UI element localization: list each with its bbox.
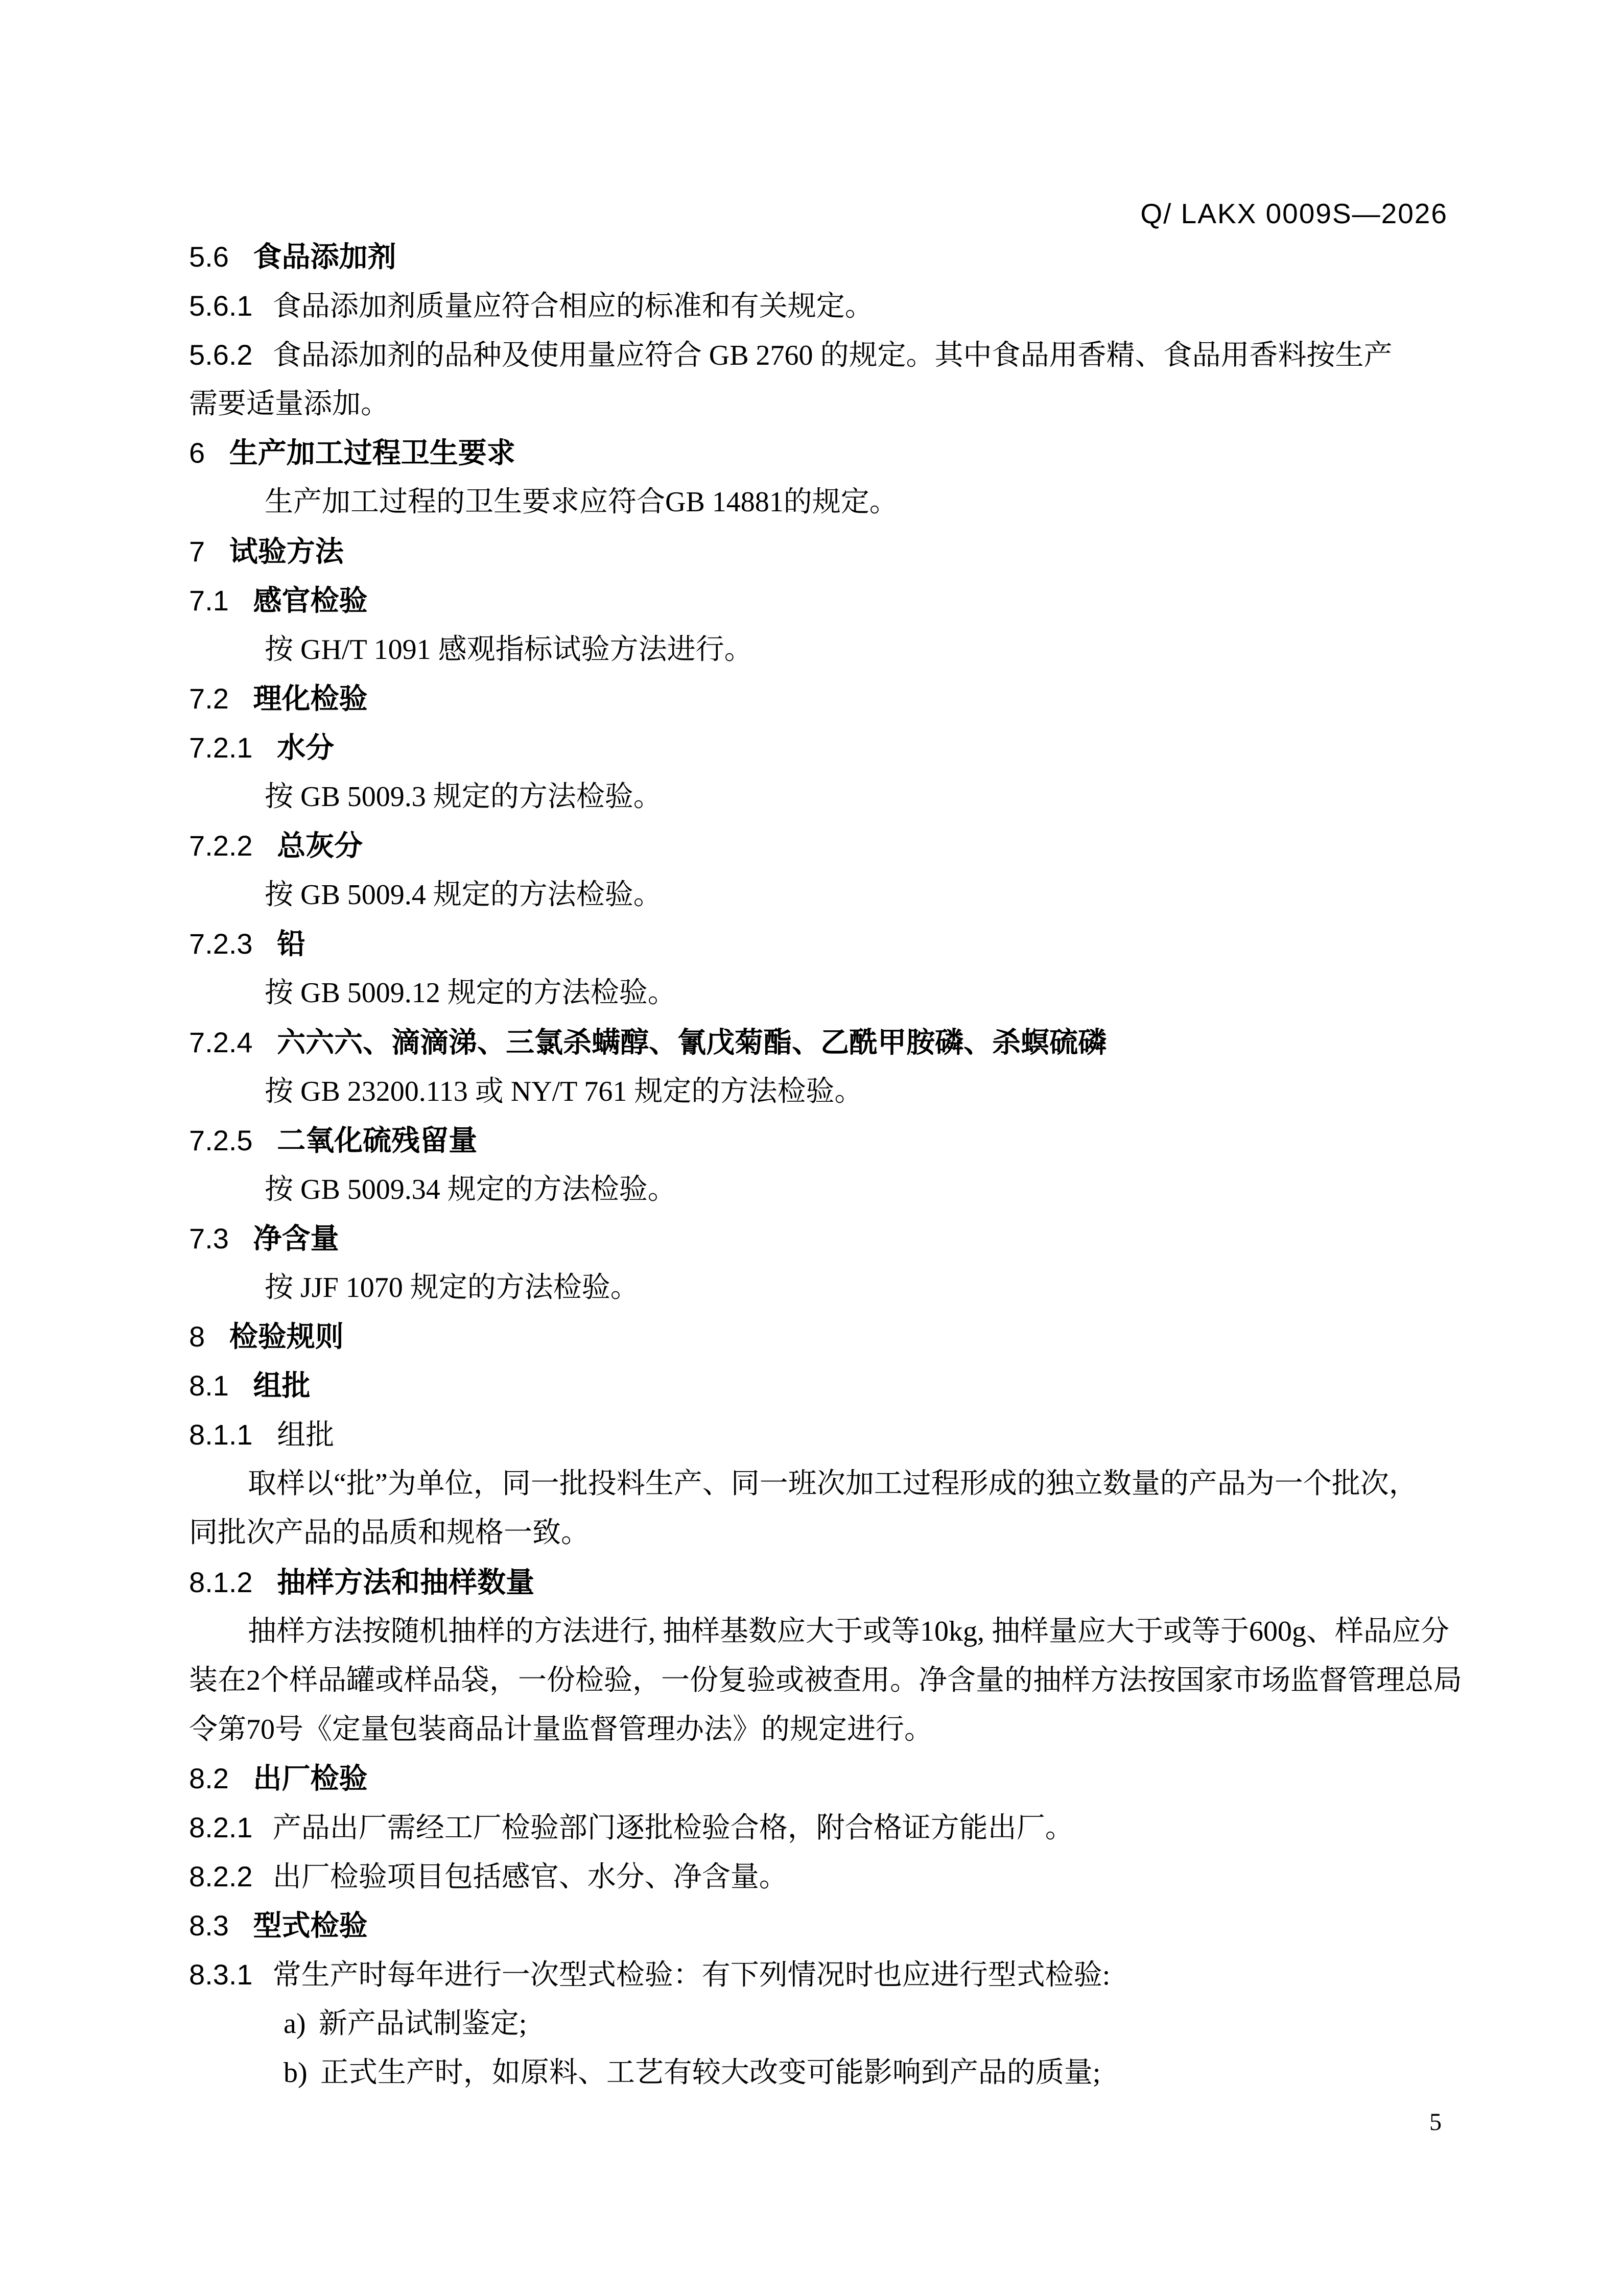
clause-8-3-1 [189,1950,1448,1999]
clause-number: 5.6.1 [189,290,253,322]
heading-7-2-5 [189,1116,1448,1165]
heading-7-2 [189,674,1448,723]
heading-number: 6 [189,437,205,469]
heading-title: 二氧化硫残留量 [277,1124,478,1156]
heading-number: 8.1 [189,1369,229,1402]
heading-7-2-4 [189,1018,1448,1067]
heading-title: 水分 [277,731,335,764]
paragraph-line: 令第70号《定量包装商品计量监督管理办法》的规定进行。 [189,1713,933,1745]
page-number: 5 [1429,2108,1442,2136]
heading-number: 7.3 [189,1222,229,1255]
paragraph-line: 抽样方法按随机抽样的方法进行, 抽样基数应大于或等10kg, 抽样量应大于或等于600g、样品应分 [248,1615,1449,1647]
clause-5-6-1 [189,281,1448,330]
paragraph-line: 取样以“批”为单位，同一批投料生产、同一班次加工过程形成的独立数量的产品为一个批次， [248,1468,1418,1500]
clause-8-2-1 [189,1803,1448,1852]
heading-title: 总灰分 [277,830,363,862]
heading-7-2-2 [189,821,1448,870]
standard-number-header: Q/ LAKX 0009S—2026 [1140,198,1448,229]
heading-title: 检验规则 [229,1320,344,1353]
heading-title: 理化检验 [253,682,368,715]
heading-title: 型式检验 [253,1909,368,1942]
heading-title: 六六六、滴滴涕、三氯杀螨醇、氰戊菊酯、乙酰甲胺磷、杀螟硫磷 [277,1026,1107,1058]
heading-title: 试验方法 [229,535,344,567]
heading-title: 抽样方法和抽样数量 [277,1566,535,1598]
heading-title: 净含量 [253,1222,339,1255]
list-marker: a) [284,2008,306,2040]
heading-5-6 [189,232,1448,281]
clause-text: 食品添加剂的品种及使用量应符合 GB 2760 的规定。其中食品用香精、食品用香料按生产 [272,340,1393,372]
heading-number: 8 [189,1320,205,1353]
clause-8-2-2 [189,1852,1448,1901]
heading-number: 5.6 [189,241,229,273]
clause-text: 常生产时每年进行一次型式检验：有下列情况时也应进行型式检验: [272,1959,1111,1992]
clause-text: 出厂检验项目包括感官、水分、净含量。 [272,1861,788,1894]
heading-title: 组批 [277,1419,335,1452]
heading-7 [189,527,1448,576]
clause-number: 8.2.1 [189,1811,253,1843]
heading-number: 7.2.3 [189,928,253,960]
paragraph-line: 按 GB 5009.12 规定的方法检验。 [265,977,676,1009]
clause-number: 8.2.2 [189,1860,253,1893]
heading-8-2 [189,1754,1448,1803]
heading-6 [189,429,1448,478]
clause-5-6-2 [189,330,1448,380]
clause-text: 食品添加剂质量应符合相应的标准和有关规定。 [272,291,874,323]
heading-8-3 [189,1901,1448,1950]
paragraph-line: 同批次产品的品质和规格一致。 [189,1517,590,1549]
paragraph-line: 装在2个样品罐或样品袋，一份检验，一份复验或被查用。净含量的抽样方法按国家市场监督管理总局 [189,1664,1462,1696]
heading-number: 8.2 [189,1762,229,1794]
list-text: 正式生产时，如原料、工艺有较大改变可能影响到产品的质量; [320,2057,1101,2089]
heading-number: 8.1.2 [189,1566,253,1598]
heading-title: 生产加工过程卫生要求 [229,437,515,469]
heading-7-2-1 [189,723,1448,772]
clause-number: 5.6.2 [189,339,253,371]
clause-text: 产品出厂需经工厂检验部门逐批检验合格，附合格证方能出厂。 [272,1812,1074,1844]
heading-number: 7.2 [189,682,229,715]
heading-title: 感官检验 [253,584,368,617]
paragraph-line: 按 GH/T 1091 感观指标试验方法进行。 [265,633,753,666]
heading-8-1-2 [189,1558,1448,1607]
heading-7-1 [189,576,1448,625]
paragraph-line: 按 GB 5009.34 规定的方法检验。 [265,1173,676,1205]
clause-number: 8.3.1 [189,1958,253,1991]
heading-8-1 [189,1361,1448,1410]
heading-number: 7.2.2 [189,830,253,862]
heading-title: 铅 [277,928,306,960]
heading-number: 8.1.1 [189,1418,253,1451]
paragraph-line: 按 JJF 1070 规定的方法检验。 [265,1271,639,1304]
heading-7-3 [189,1214,1448,1263]
paragraph-line: 生产加工过程的卫生要求应符合GB 14881的规定。 [265,486,898,518]
paragraph-line: 按 GB 5009.3 规定的方法检验。 [265,781,662,813]
heading-number: 7 [189,535,205,567]
heading-7-2-3 [189,919,1448,968]
heading-number: 7.2.1 [189,731,253,764]
heading-title: 出厂检验 [253,1762,368,1794]
paragraph-line: 需要适量添加。 [189,388,389,420]
list-item-a [189,1999,1448,2048]
heading-title: 组批 [253,1369,311,1402]
paragraph-line: 按 GB 23200.113 或 NY/T 761 规定的方法检验。 [265,1075,863,1107]
heading-number: 7.2.5 [189,1124,253,1156]
heading-number: 7.1 [189,584,229,617]
heading-8-1-1 [189,1410,1448,1459]
paragraph-line: 按 GB 5009.4 规定的方法检验。 [265,879,662,911]
heading-number: 7.2.4 [189,1026,253,1058]
list-text: 新产品试制鉴定; [318,2008,527,2040]
heading-number: 8.3 [189,1909,229,1942]
heading-8 [189,1312,1448,1361]
list-item-b [189,2048,1448,2097]
list-marker: b) [284,2057,308,2089]
heading-title: 食品添加剂 [253,241,396,273]
